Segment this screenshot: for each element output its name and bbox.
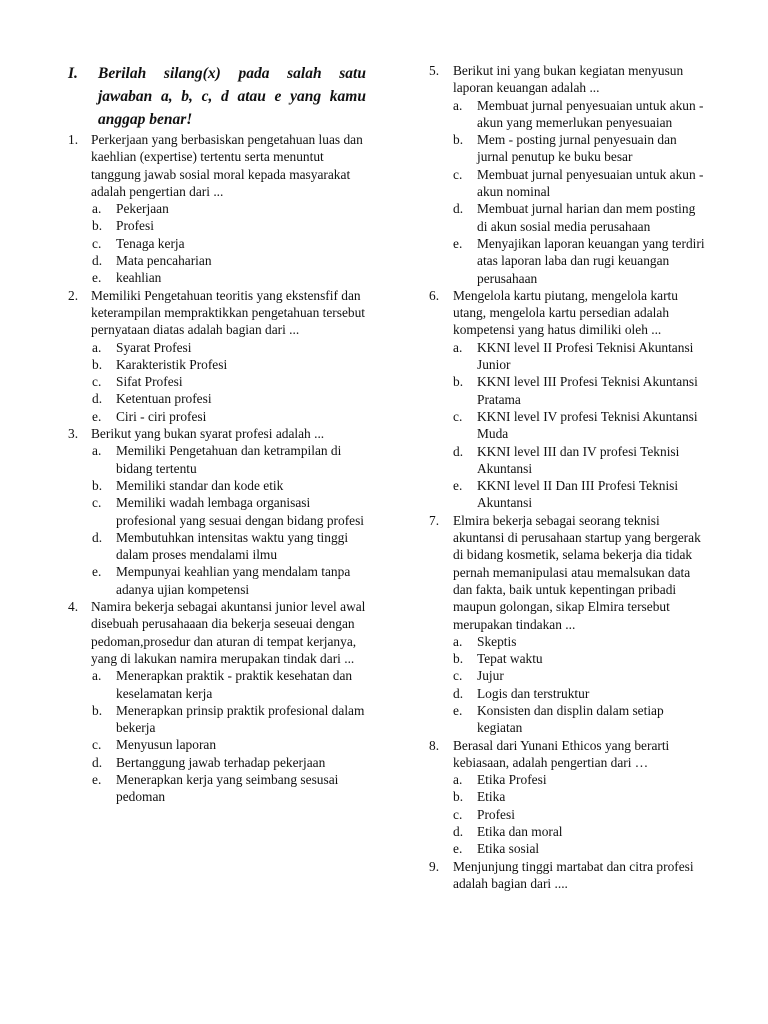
option-text: Membuat jurnal harian dan mem posting di akun sosial media perusahaan xyxy=(477,201,696,234)
option-text: Tenaga kerja xyxy=(116,235,185,251)
option-text: Ciri - ciri profesi xyxy=(116,408,207,424)
option-text: Menyajikan laporan keuangan yang terdiri atas laporan laba dan rugi keuangan perusahaan xyxy=(477,235,705,286)
option-text: Mempunyai keahlian yang mendalam tanpa adanya ujian kompetensi xyxy=(116,564,351,597)
option-text: KKNI level II Profesi Teknisi Akuntansi Junior xyxy=(477,339,694,373)
option-letter: c. xyxy=(92,495,102,511)
question-item xyxy=(429,858,707,893)
answer-option[interactable] xyxy=(92,339,366,356)
answer-option[interactable] xyxy=(453,633,707,650)
option-text: Memiliki standar dan kode etik xyxy=(116,477,284,493)
question-stem xyxy=(429,512,707,633)
option-letter: a. xyxy=(453,339,463,355)
option-text: Membuat jurnal penyesuaian untuk akun - akun nominal xyxy=(477,166,704,200)
answer-option[interactable] xyxy=(453,771,707,788)
answer-option[interactable] xyxy=(453,788,707,805)
question-text: Berasal dari Yunani Ethicos yang berarti kebiasaan, adalah pengertian dari … xyxy=(453,737,670,770)
option-letter: d. xyxy=(453,824,464,840)
answer-option[interactable] xyxy=(92,736,366,753)
option-text: Ketentuan profesi xyxy=(116,391,212,407)
answer-option[interactable] xyxy=(92,373,366,390)
option-letter: b. xyxy=(453,132,464,148)
option-text: Etika xyxy=(477,789,506,805)
answer-option[interactable] xyxy=(92,563,366,598)
option-text: Mem - posting jurnal penyesuain dan jurnal penutup ke buku besar xyxy=(477,132,677,165)
option-letter: c. xyxy=(453,668,463,684)
option-letter: a. xyxy=(92,668,102,684)
option-letter: a. xyxy=(453,97,463,113)
option-letter: a. xyxy=(92,201,102,217)
question-item xyxy=(429,287,707,512)
option-text: KKNI level III Profesi Teknisi Akuntansi Pratama xyxy=(477,374,698,407)
answer-option[interactable] xyxy=(453,477,707,512)
answer-option[interactable] xyxy=(92,477,366,494)
answer-option[interactable] xyxy=(92,529,366,564)
answer-option[interactable] xyxy=(92,702,366,737)
answer-option[interactable] xyxy=(453,840,707,857)
question-stem xyxy=(68,598,366,667)
question-item xyxy=(68,131,366,287)
answer-option[interactable] xyxy=(92,754,366,771)
answer-option[interactable] xyxy=(453,373,707,408)
option-text: KKNI level IV profesi Teknisi Akuntansi Muda xyxy=(477,408,698,442)
section-instruction xyxy=(68,62,366,131)
answer-option[interactable] xyxy=(453,408,707,443)
answer-option[interactable] xyxy=(92,200,366,217)
answer-option[interactable] xyxy=(92,771,366,806)
question-number: 2. xyxy=(68,287,79,303)
option-letter: b. xyxy=(92,356,103,372)
option-text: Pekerjaan xyxy=(116,201,169,217)
answer-options xyxy=(429,771,707,857)
option-letter: e. xyxy=(92,564,102,580)
option-letter: e. xyxy=(453,841,463,857)
option-text: Profesi xyxy=(116,218,154,234)
option-letter: b. xyxy=(92,702,103,718)
question-stem xyxy=(68,287,366,339)
answer-options xyxy=(68,200,366,286)
option-text: Membuat jurnal penyesuaian untuk akun - akun yang memerlukan penyesuaian xyxy=(477,97,704,130)
option-text: Syarat Profesi xyxy=(116,339,192,355)
option-letter: b. xyxy=(453,789,464,805)
answer-option[interactable] xyxy=(92,442,366,477)
answer-options xyxy=(429,339,707,512)
answer-option[interactable] xyxy=(92,217,366,234)
option-letter: a. xyxy=(453,633,463,649)
question-text: Namira bekerja sebagai akuntansi junior level awal disebuah perusahaaan dia bekerja seseuai dengan pedoman,prosedur dan aturan di tempat kerjanya, yang di lakukan namira merupakan tindak dari ... xyxy=(91,599,366,666)
answer-options xyxy=(68,667,366,805)
left-column xyxy=(68,62,366,806)
question-text: Berikut yang bukan syarat profesi adalah ... xyxy=(91,426,325,442)
option-letter: a. xyxy=(453,772,463,788)
option-letter: e. xyxy=(92,408,102,424)
question-stem xyxy=(429,287,707,339)
answer-option[interactable] xyxy=(92,235,366,252)
answer-option[interactable] xyxy=(92,269,366,286)
question-text: Perkerjaan yang berbasiskan pengetahuan luas dan kaehlian (expertise) tertentu serta menuntut tanggung jawab sosial moral kepada masyarakat adalah pengertian dari ... xyxy=(91,132,363,199)
question-number: 1. xyxy=(68,132,79,147)
option-text: Membutuhkan intensitas waktu yang tinggi dalam proses mendalami ilmu xyxy=(116,529,349,563)
section-number: I. xyxy=(68,65,78,82)
question-number: 9. xyxy=(429,858,440,874)
option-letter: e. xyxy=(92,270,102,286)
answer-option[interactable] xyxy=(453,339,707,374)
answer-option[interactable] xyxy=(453,685,707,702)
question-item xyxy=(429,62,707,287)
option-text: Jujur xyxy=(477,668,504,684)
option-text: Etika dan moral xyxy=(477,824,563,840)
answer-option[interactable] xyxy=(453,166,707,201)
option-text: Etika sosial xyxy=(477,841,540,857)
question-stem xyxy=(429,737,707,772)
option-letter: d. xyxy=(453,201,464,217)
question-number: 6. xyxy=(429,287,440,303)
option-letter: c. xyxy=(92,235,102,251)
question-number: 3. xyxy=(68,426,79,442)
answer-option[interactable] xyxy=(453,443,707,478)
answer-option[interactable] xyxy=(453,131,707,166)
section-instruction-text: Berilah silang(x) pada salah satu jawaban a, b, c, d atau e yang kamu anggap benar! xyxy=(98,65,366,128)
question-number: 8. xyxy=(429,737,440,753)
question-number: 5. xyxy=(429,63,440,78)
option-text: Memiliki Pengetahuan dan ketrampilan di bidang tertentu xyxy=(116,443,342,476)
option-letter: d. xyxy=(92,529,103,545)
answer-option[interactable] xyxy=(453,97,707,132)
option-letter: c. xyxy=(453,408,463,424)
question-list-right xyxy=(429,62,707,892)
answer-option[interactable] xyxy=(453,823,707,840)
question-item xyxy=(68,287,366,425)
answer-options xyxy=(429,633,707,737)
option-letter: b. xyxy=(92,477,103,493)
option-text: Logis dan terstruktur xyxy=(477,685,590,701)
question-text: Mengelola kartu piutang, mengelola kartu utang, mengelola kartu persedian adalah kompetensi yang hatus dimiliki oleh ... xyxy=(453,287,678,338)
answer-options xyxy=(68,442,366,598)
right-column xyxy=(429,62,707,892)
option-text: Profesi xyxy=(477,806,515,822)
question-text: Berikut ini yang bukan kegiatan menyusun laporan keuangan adalah ... xyxy=(453,63,684,96)
question-number: 7. xyxy=(429,512,440,528)
answer-option[interactable] xyxy=(92,494,366,529)
option-letter: e. xyxy=(92,771,102,787)
option-text: Bertanggung jawab terhadap pekerjaan xyxy=(116,754,326,770)
question-stem xyxy=(429,858,707,893)
answer-option[interactable] xyxy=(92,356,366,373)
answer-option[interactable] xyxy=(453,200,707,235)
option-text: Karakteristik Profesi xyxy=(116,356,228,372)
question-stem xyxy=(429,62,707,97)
question-text: Menjunjung tinggi martabat dan citra profesi adalah bagian dari .... xyxy=(453,858,694,891)
option-letter: d. xyxy=(92,754,103,770)
option-letter: b. xyxy=(92,218,103,234)
question-item xyxy=(68,598,366,806)
option-letter: e. xyxy=(453,702,463,718)
option-letter: c. xyxy=(92,737,102,753)
answer-option[interactable] xyxy=(453,806,707,823)
option-letter: d. xyxy=(92,391,103,407)
option-text: Memiliki wadah lembaga organisasi profesional yang sesuai dengan bidang profesi xyxy=(116,495,365,528)
option-letter: e. xyxy=(453,235,463,251)
option-text: Menerapkan praktik - praktik kesehatan dan keselamatan kerja xyxy=(116,668,353,701)
answer-option[interactable] xyxy=(453,667,707,684)
option-text: Mata pencaharian xyxy=(116,253,212,269)
answer-options xyxy=(429,97,707,287)
question-item xyxy=(429,512,707,737)
question-item xyxy=(68,425,366,598)
question-list-left xyxy=(68,131,366,806)
question-stem xyxy=(68,425,366,442)
option-text: Skeptis xyxy=(477,633,517,649)
option-text: Etika Profesi xyxy=(477,772,547,788)
option-text: Sifat Profesi xyxy=(116,374,183,390)
answer-option[interactable] xyxy=(453,702,707,737)
answer-option[interactable] xyxy=(92,408,366,425)
option-letter: d. xyxy=(92,253,103,269)
question-text: Elmira bekerja sebagai seorang teknisi akuntansi di perusahaan startup yang bergerak di bidang kosmetik, selama bekerja dia tidak pernah memanipulasi atau memalsukan data dan fakta, baik untuk kepentingan pribadi maupun golongan, sikap Elmira tersebut merupakan tindakan ... xyxy=(453,512,701,632)
option-letter: c. xyxy=(92,374,102,390)
option-text: Menerapkan prinsip praktik profesional dalam bekerja xyxy=(116,702,365,736)
option-text: Menerapkan kerja yang seimbang sesusai pedoman xyxy=(116,771,339,805)
question-text: Memiliki Pengetahuan teoritis yang ekstensfif dan keterampilan mempraktikkan pengetahuan tersebut pernyataan diatas adalah bagian dari ... xyxy=(91,287,366,338)
option-letter: a. xyxy=(92,339,102,355)
answer-option[interactable] xyxy=(453,650,707,667)
question-number: 4. xyxy=(68,599,79,615)
option-text: Konsisten dan displin dalam setiap kegiatan xyxy=(477,702,664,736)
option-text: Tepat waktu xyxy=(477,651,543,667)
option-text: KKNI level II Dan III Profesi Teknisi Akuntansi xyxy=(477,478,679,511)
answer-option[interactable] xyxy=(92,252,366,269)
option-letter: e. xyxy=(453,478,463,494)
option-letter: d. xyxy=(453,685,464,701)
answer-option[interactable] xyxy=(453,235,707,287)
option-letter: b. xyxy=(453,651,464,667)
option-letter: c. xyxy=(453,806,463,822)
answer-options xyxy=(68,339,366,425)
question-item xyxy=(429,737,707,858)
option-text: keahlian xyxy=(116,270,162,286)
option-letter: d. xyxy=(453,443,464,459)
option-letter: a. xyxy=(92,443,102,459)
question-stem xyxy=(68,131,366,200)
answer-option[interactable] xyxy=(92,390,366,407)
answer-option[interactable] xyxy=(92,667,366,702)
option-text: Menyusun laporan xyxy=(116,737,217,753)
option-letter: c. xyxy=(453,166,463,182)
option-text: KKNI level III dan IV profesi Teknisi Akuntansi xyxy=(477,443,680,476)
option-letter: b. xyxy=(453,374,464,390)
